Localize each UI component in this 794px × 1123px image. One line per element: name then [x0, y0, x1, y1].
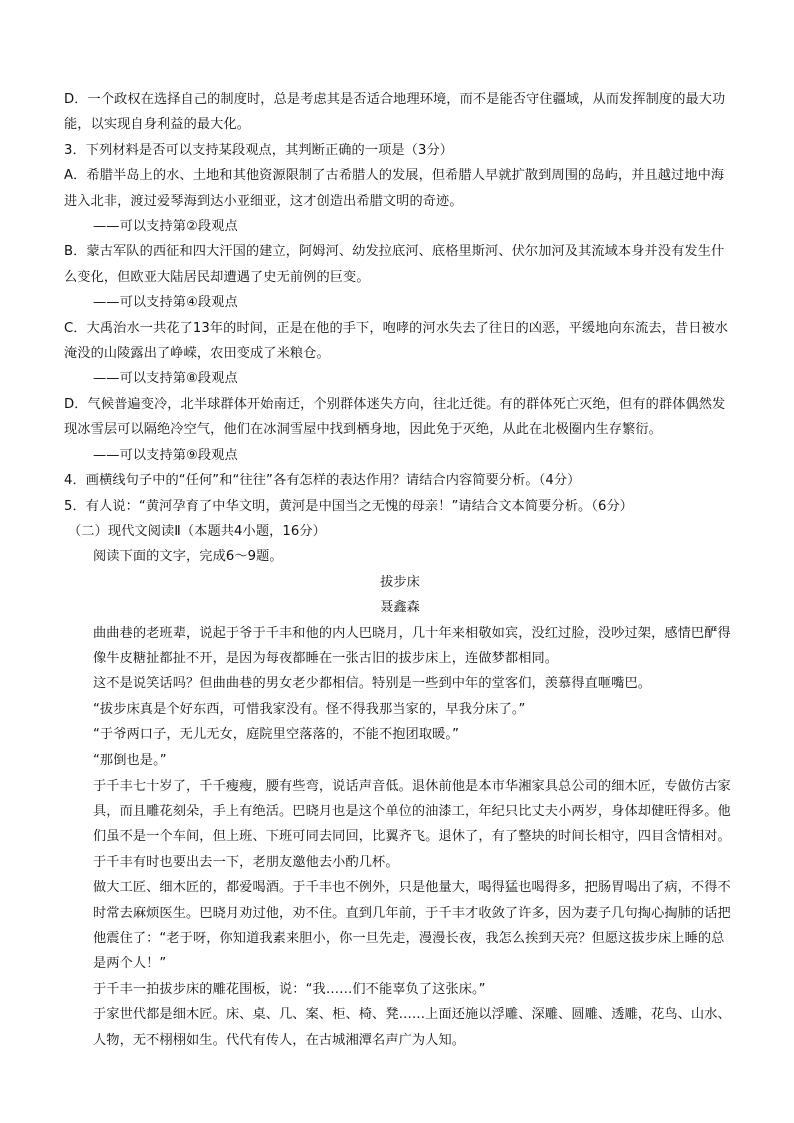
article-paragraph: 这不是说笑话吗？但曲曲巷的男女老少都相信。特别是一些到中年的堂客们，羡慕得直咂嘴巴。: [93, 676, 652, 692]
article-paragraph: 于千丰一拍拔步床的雕花围板，说：“我……们不能辜负了这张床。”: [93, 981, 486, 997]
q2-option-d: D．一个政权在选择自己的制度时，总是考虑其是否适合地理环境，而不是能否守住疆域，从而发挥制度的最大功能，以实现自身利益的最大化。: [64, 92, 726, 133]
q5-stem: 5．有人说：“黄河孕育了中华文明，黄河是中国当之无愧的母亲！”请结合文本简要分析。（6分）: [64, 498, 634, 514]
q3-option-b: B．蒙古军队的西征和四大汗国的建立，阿姆河、幼发拉底河、底格里斯河、伏尔加河及其流域本身并没有发生什么变化，但欧亚大陆居民却遭遇了史无前例的巨变。: [64, 244, 725, 285]
q3-option-c-support: ——可以支持第⑧段观点: [93, 371, 238, 387]
q4-stem: 4．画横线句子中的“任何”和“往往”各有怎样的表达作用？请结合内容简要分析。（4分）: [64, 473, 581, 489]
article-paragraph: 于千丰七十岁了，千千瘦瘦，腰有些弯，说话声音低。退休前他是本市华湘家具总公司的细木匠，专做仿古家具，而且雕花刻朵，手上有绝活。巴晓月也是这个单位的油漆工，年纪只比丈夫小两岁，身体却健旺得多。他们虽不是一个车间，但上班、下班可同去同回，比翼齐飞。退休了，有了整块的时间长相守，四目含情相对。于千丰有时也要出去一下，老朋友邀他去小酌几杯。: [93, 778, 731, 870]
article-author: 聂鑫森: [380, 600, 420, 616]
document-page: [64, 87, 736, 1053]
section-heading: （二）现代文阅读Ⅱ（本题共4小题，16分）: [68, 523, 326, 539]
q3-option-d-support: ——可以支持第⑨段观点: [93, 447, 238, 463]
reading-instruction: 阅读下面的文字，完成6～9题。: [93, 549, 283, 565]
q3-option-a-support: ——可以支持第②段观点: [93, 219, 238, 235]
q3-option-c: C．大禹治水一共花了13年的时间，正是在他的手下，咆哮的河水失去了往日的凶恶，平缓地向东流去，昔日被水淹没的山陵露出了峥嵘，农田变成了米粮仓。: [64, 320, 729, 362]
q3-option-d: D．气候普遍变冷，北半球群体开始南迁，个别群体迷失方向，往北迁徙。有的群体死亡灭绝，但有的群体偶然发现冰雪层可以隔绝冷空气，他们在冰洞雪屋中找到栖身地，因此免于灭绝，从此在北极圈内生存繁衍。: [64, 396, 726, 438]
q3-stem: 3．下列材料是否可以支持某段观点，其判断正确的一项是（3分）: [64, 142, 454, 158]
article-dialogue-line: “于爷两口子，无儿无女，庭院里空落落的，不能不抱团取暖。”: [93, 727, 460, 743]
q3-option-b-support: ——可以支持第④段观点: [93, 295, 238, 311]
article-dialogue-line: “那倒也是。”: [93, 752, 167, 768]
article-paragraph: 于家世代都是细木匠。床、桌、几、案、柜、椅、凳……上面还施以浮雕、深雕、圆雕、透雕，花鸟、山水、人物，无不栩栩如生。代代有传人，在古城湘潭名声广为人知。: [93, 1007, 731, 1048]
article-title: 拔步床: [380, 574, 420, 590]
article-paragraph: 曲曲巷的老班辈，说起于爷于千丰和他的内人巴晓月，几十年来相敬如宾，没红过脸，没吵过架，感情巴酽得像牛皮糖扯都扯不开，是因为每夜都睡在一张古旧的拔步床上，连做梦都相同。: [93, 625, 731, 666]
q3-option-a: A．希腊半岛上的水、土地和其他资源限制了古希腊人的发展，但希腊人早就扩散到周围的岛屿，并且越过地中海进入北非，渡过爱琴海到达小亚细亚，这才创造出希腊文明的奇迹。: [64, 168, 725, 209]
article-dialogue-line: “拔步床真是个好东西，可惜我家没有。怪不得我那当家的，早我分床了。”: [93, 701, 526, 717]
article-paragraph: 做大工匠、细木匠的，都爱喝酒。于千丰也不例外，只是他量大，喝得猛也喝得多，把肠胃喝出了病，不得不时常去麻烦医生。巴晓月劝过他，劝不住。直到几年前，于千丰才收敛了许多，因为妻子几句掏心掏肺的话把他震住了：“老于呀，你知道我素来胆小，你一旦先走，漫漫长夜，我怎么挨到天亮？但愿这拔步床上睡的总是两个人！”: [93, 880, 731, 972]
